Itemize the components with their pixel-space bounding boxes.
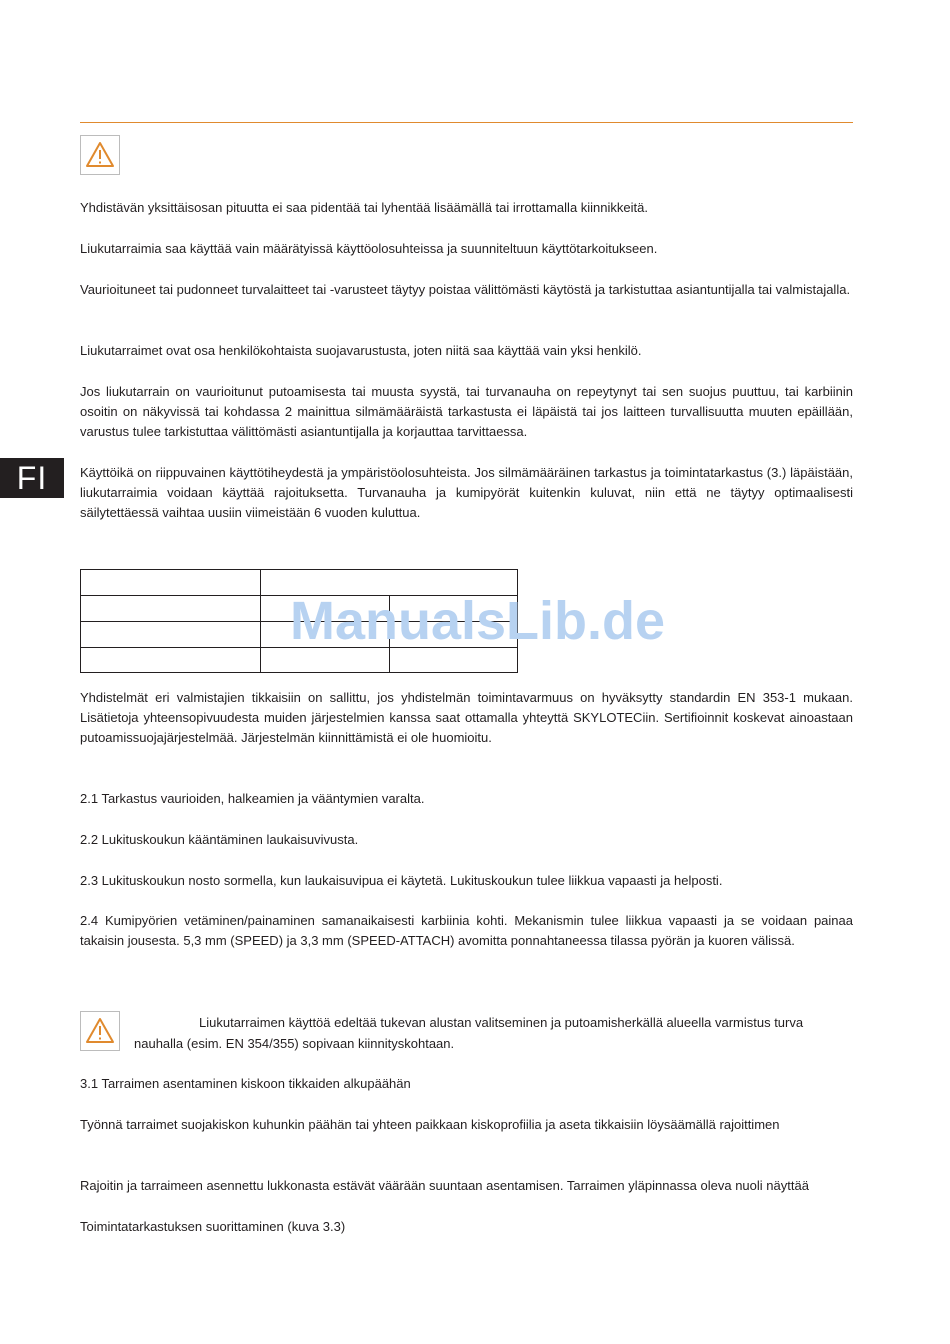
intro-paragraph: Liukutarraimet ovat osa henkilökohtaista suojavarustusta, joten niitä saa käyttää vain yksi henkilö.	[80, 343, 642, 358]
inspection-item: 2.4 Kumipyörien vetäminen/painaminen samanaikaisesti karbiinia kohti. Mekanismin tulee liikkua vapaasti ja se voidaan painaa takaisin jousesta. 5,3 mm (SPEED) ja 3,3 mm (SPEED-ATTACH) avomitta ponnahtaneessa tilassa pyörän ja kuoren välissä.	[80, 913, 853, 948]
warning-icon	[84, 1015, 116, 1047]
inspection-item: 2.2 Lukituskoukun kääntäminen laukaisuvivusta.	[80, 832, 359, 847]
header-rule	[80, 122, 853, 123]
language-tab: FI	[0, 458, 64, 498]
inspection-item: 2.1 Tarkastus vaurioiden, halkeamien ja vääntymien varalta.	[80, 791, 425, 806]
intro-paragraph: Jos liukutarrain on vaurioitunut putoamisesta tai muusta syystä, tai turvanauha on repeytynyt tai sen suojus puuttuu, tai karbiinin osoitin on näkyvissä tai kohdassa 2 mainittua silmämääräistä tarkastusta ei läpäistä tai jos laitteen turvallisuutta muuten epäillään, varustus tulee tarkistuttaa välittömästi asiantuntijalla ja korjauttaa tarvittaessa.	[80, 384, 853, 439]
warning-sign	[80, 1011, 120, 1051]
intro-paragraph: Vaurioituneet tai pudonneet turvalaitteet tai -varusteet täytyy poistaa välittömästi käytöstä ja tarkistuttaa asiantuntijalla tai valmistajalla.	[80, 282, 851, 297]
section-paragraph: Rajoitin ja tarraimeen asennettu lukkonasta estävät väärään suuntaan asentamisen. Tarraimen yläpinnassa oleva nuoli näyttää	[80, 1178, 809, 1193]
intro-paragraph: Yhdistävän yksittäisosan pituutta ei saa pidentää tai lyhentää lisäämällä tai irrottamalla kiinnikkeitä.	[80, 200, 648, 215]
section-paragraph: Työnnä tarraimet suojakiskon kuhunkin päähän tai yhteen paikkaan kiskoprofiilia ja aseta tikkaisiin löysäämällä rajoittimen	[80, 1117, 780, 1132]
warning-sign	[80, 135, 120, 175]
watermark: ManualsLib.de	[290, 591, 666, 651]
warning-text-line: Liukutarraimen käyttöä edeltää tukevan alustan valitseminen ja putoamisherkällä alueella varmistus turva	[199, 1015, 804, 1030]
compatibility-paragraph: Yhdistelmät eri valmistajien tikkaisiin on sallittu, jos yhdistelmän toimintavarmuus on hyväksytty standardin EN 353-1 mukaan. Lisätietoja yhteensopivuudesta muiden järjestelmien kanssa saat ottamalla yhteyttä SKYLOTECiin. Sertifioinnit koskevat ainoastaan putoamissuojajärjestelmää. Järjestelmän kiinnittämistä ei ole huomioitu.	[80, 690, 853, 745]
section-paragraph: Toimintatarkastuksen suorittaminen (kuva 3.3)	[80, 1219, 346, 1234]
warning-icon	[84, 139, 116, 171]
section-heading: 3.1 Tarraimen asentaminen kiskoon tikkaiden alkupäähän	[80, 1076, 411, 1091]
intro-paragraph: Liukutarraimia saa käyttää vain määrätyissä käyttöolosuhteissa ja suunniteltuun käyttötarkoitukseen.	[80, 241, 658, 256]
warning-text-line: nauhalla (esim. EN 354/355) sopivaan kiinnityskohtaan.	[134, 1036, 455, 1051]
inspection-item: 2.3 Lukituskoukun nosto sormella, kun laukaisuvipua ei käytetä. Lukituskoukun tulee liikkua vapaasti ja helposti.	[80, 873, 723, 888]
intro-paragraph: Käyttöikä on riippuvainen käyttötiheydestä ja ympäristöolosuhteista. Jos silmämääräinen tarkastus ja toimintatarkastus (3.) läpäistään, liukutarraimia voidaan käyttää rajoituksetta. Turvanauha ja kumipyörät kuitenkin kuluvat, niin että ne täytyy optimaalisesti säilytettäessä vaihtaa uusiin viimeistään 6 vuoden kuluttua.	[80, 465, 853, 520]
